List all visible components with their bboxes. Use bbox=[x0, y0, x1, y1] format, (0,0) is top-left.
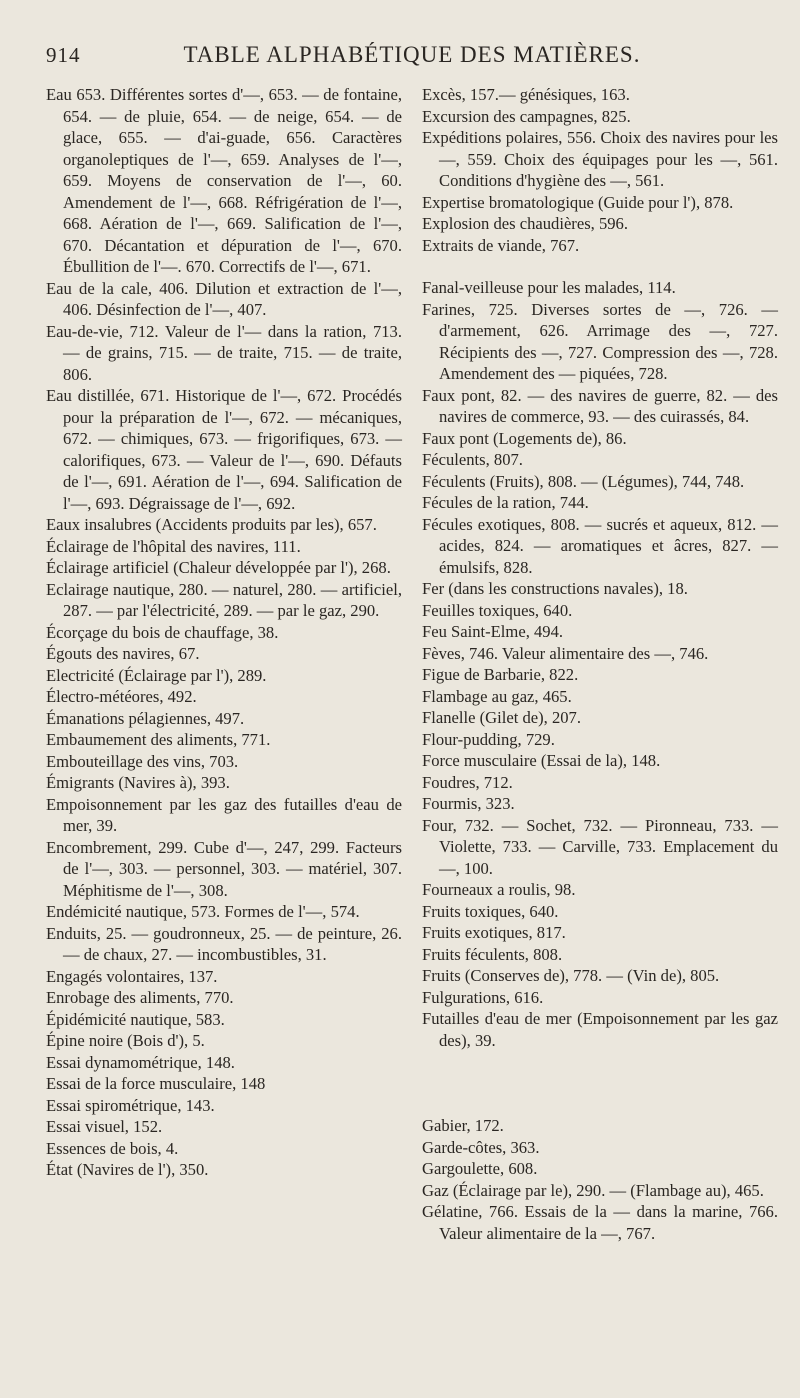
page-title: TABLE ALPHABÉTIQUE DES MATIÈRES. bbox=[183, 42, 641, 67]
page-header bbox=[46, 42, 778, 68]
index-entry: Foudres, 712. bbox=[422, 772, 513, 792]
index-columns bbox=[46, 84, 778, 1244]
index-entry: Eclairage nautique, 280. — naturel, 280. — artificiel, 287. — par l'électricité, 289. — par le gaz, 290. bbox=[46, 579, 402, 620]
index-entry: Eaux insalubres (Accidents produits par les), 657. bbox=[46, 515, 377, 534]
index-entry: Excès, 157.— génésiques, 163. bbox=[422, 85, 630, 104]
index-entry: Four, 732. — Sochet, 732. — Pironneau, 733. — Violette, 733. — Carville, 733. Emplacement du —, 100. bbox=[422, 815, 778, 878]
index-entry: Gélatine, 766. Essais de la — dans la marine, 766. Valeur alimentaire de la —, 767. bbox=[422, 1202, 778, 1243]
index-entry: Flour-pudding, 729. bbox=[422, 729, 555, 749]
index-entry: Farines, 725. Diverses sortes de —, 726. — d'armement, 626. Arrimage des —, 727. Récipients des —, 727. Compression des —, 728. Amendement des — piquées, 728. bbox=[422, 299, 778, 383]
index-entry: Engagés volontaires, 137. bbox=[46, 966, 218, 986]
right-column bbox=[422, 84, 778, 1244]
index-entry: Essai de la force musculaire, 148 bbox=[46, 1074, 266, 1093]
index-entry: Embouteillage des vins, 703. bbox=[46, 751, 239, 771]
index-entry: Essai dynamométrique, 148. bbox=[46, 1052, 235, 1072]
index-entry: Feuilles toxiques, 640. bbox=[422, 600, 573, 620]
index-entry: Extraits de viande, 767. bbox=[422, 235, 580, 255]
index-entry: Endémicité nautique, 573. Formes de l'—, 574. bbox=[46, 902, 360, 921]
index-entry: Féculents (Fruits), 808. — (Légumes), 744, 748. bbox=[422, 471, 745, 491]
index-entry: Fer (dans les constructions navales), 18. bbox=[422, 579, 688, 598]
index-entry: Enrobage des aliments, 770. bbox=[46, 988, 234, 1007]
index-entry: Electricité (Éclairage par l'), 289. bbox=[46, 665, 267, 685]
index-entry: Encombrement, 299. Cube d'—, 247, 299. Facteurs de l'—, 303. — personnel, 303. — matériel, 307. Méphitisme de l'—, 308. bbox=[46, 837, 402, 900]
index-entry: Eau distillée, 671. Historique de l'—, 672. Procédés pour la préparation de l'—, 672. — mécaniques, 672. — chimiques, 673. — frigorifiques, 673. — calorifiques, 673. — Valeur de l'—, 690. Défauts de l'—, 691. Aération de l'—, 694. Salification de l'—, 693. Dégraissage de l'—, 692. bbox=[46, 386, 402, 513]
index-entry: Épine noire (Bois d'), 5. bbox=[46, 1031, 205, 1050]
index-entry: Fanal-veilleuse pour les malades, 114. bbox=[422, 278, 676, 297]
index-entry: Éclairage de l'hôpital des navires, 111. bbox=[46, 536, 301, 556]
index-group-g bbox=[422, 1115, 778, 1244]
index-entry: Faux pont (Logements de), 86. bbox=[422, 428, 627, 448]
index-entry: Excursion des campagnes, 825. bbox=[422, 106, 631, 126]
index-entry: Flambage au gaz, 465. bbox=[422, 686, 572, 706]
index-entry: Flanelle (Gilet de), 207. bbox=[422, 708, 581, 727]
index-entry: Essai spirométrique, 143. bbox=[46, 1095, 215, 1115]
index-entry: Gabier, 172. bbox=[422, 1116, 504, 1135]
index-entry: Épidémicité nautique, 583. bbox=[46, 1009, 225, 1029]
index-entry: Expertise bromatologique (Guide pour l'), 878. bbox=[422, 192, 734, 212]
index-entry: Fruits toxiques, 640. bbox=[422, 901, 559, 921]
index-entry: Essences de bois, 4. bbox=[46, 1138, 179, 1158]
index-entry: Embaumement des aliments, 771. bbox=[46, 730, 271, 749]
index-group-ex bbox=[422, 84, 778, 256]
left-column bbox=[46, 84, 402, 1244]
index-entry: Électro-météores, 492. bbox=[46, 687, 197, 706]
index-entry: Gargoulette, 608. bbox=[422, 1159, 538, 1178]
index-entry: Expéditions polaires, 556. Choix des navires pour les —, 559. Choix des équipages pour les —, 561. Conditions d'hygiène des —, 561. bbox=[422, 128, 778, 190]
index-entry: Écorçage du bois de chauffage, 38. bbox=[46, 622, 279, 642]
index-entry: Éclairage artificiel (Chaleur développée par l'), 268. bbox=[46, 558, 391, 577]
index-entry: Explosion des chaudières, 596. bbox=[422, 214, 628, 233]
index-entry: Eau-de-vie, 712. Valeur de l'— dans la ration, 713. — de grains, 715. — de traite, 715. — de traite, 806. bbox=[46, 321, 402, 384]
page-number: 914 bbox=[46, 43, 81, 67]
index-entry: Émigrants (Navires à), 393. bbox=[46, 773, 230, 792]
index-entry: Essai visuel, 152. bbox=[46, 1117, 163, 1136]
index-entry: Fulgurations, 616. bbox=[422, 987, 544, 1007]
index-entry: Fourneaux a roulis, 98. bbox=[422, 880, 576, 899]
index-entry: Fécules exotiques, 808. — sucrés et aqueux, 812. — acides, 824. — aromatiques et âcres, 827. — émulsifs, 828. bbox=[422, 514, 778, 577]
index-entry: Émanations pélagiennes, 497. bbox=[46, 708, 245, 728]
index-entry: Fruits féculents, 808. bbox=[422, 944, 563, 964]
index-entry: Force musculaire (Essai de la), 148. bbox=[422, 751, 661, 770]
index-group-f bbox=[422, 277, 778, 1051]
index-entry: Figue de Barbarie, 822. bbox=[422, 665, 579, 684]
index-entry: Féculents, 807. bbox=[422, 450, 523, 469]
index-entry: Eau 653. Différentes sortes d'—, 653. — de fontaine, 654. — de pluie, 654. — de neige, 654. — de glace, 655. — d'ai-guade, 656. Caractères organoleptiques de l'—, 659. Analyses de l'—, 659. Moyens de conservation de l'—, 60. Amendement de l'—, 668. Réfrigération de l'—, 668. Aération de l'—, 669. Salification de l'—, 670. Décantation et dépuration de l'—, 670. Ébullition de l'—. 670. Correctifs de l'—, 671. bbox=[46, 85, 402, 276]
index-entry: Fourmis, 323. bbox=[422, 794, 515, 813]
index-entry: Faux pont, 82. — des navires de guerre, 82. — des navires de commerce, 93. — des cuirassés, 84. bbox=[422, 385, 778, 426]
index-entry: Fécules de la ration, 744. bbox=[422, 493, 589, 512]
index-entry: Empoisonnement par les gaz des futailles d'eau de mer, 39. bbox=[46, 794, 402, 835]
index-entry: Garde-côtes, 363. bbox=[422, 1137, 540, 1157]
index-entry: État (Navires de l'), 350. bbox=[46, 1160, 209, 1179]
index-entry: Futailles d'eau de mer (Empoisonnement par les gaz des), 39. bbox=[422, 1009, 778, 1050]
index-entry: Enduits, 25. — goudronneux, 25. — de peinture, 26. — de chaux, 27. — incombustibles, 31. bbox=[46, 923, 402, 964]
index-entry: Fruits exotiques, 817. bbox=[422, 923, 566, 942]
index-entry: Gaz (Éclairage par le), 290. — (Flambage au), 465. bbox=[422, 1180, 764, 1200]
index-entry: Eau de la cale, 406. Dilution et extraction de l'—, 406. Désinfection de l'—, 407. bbox=[46, 278, 402, 319]
index-entry: Égouts des navires, 67. bbox=[46, 644, 200, 663]
index-entry: Feu Saint-Elme, 494. bbox=[422, 622, 564, 641]
index-entry: Fèves, 746. Valeur alimentaire des —, 746. bbox=[422, 643, 709, 663]
index-entry: Fruits (Conserves de), 778. — (Vin de), 805. bbox=[422, 966, 720, 985]
